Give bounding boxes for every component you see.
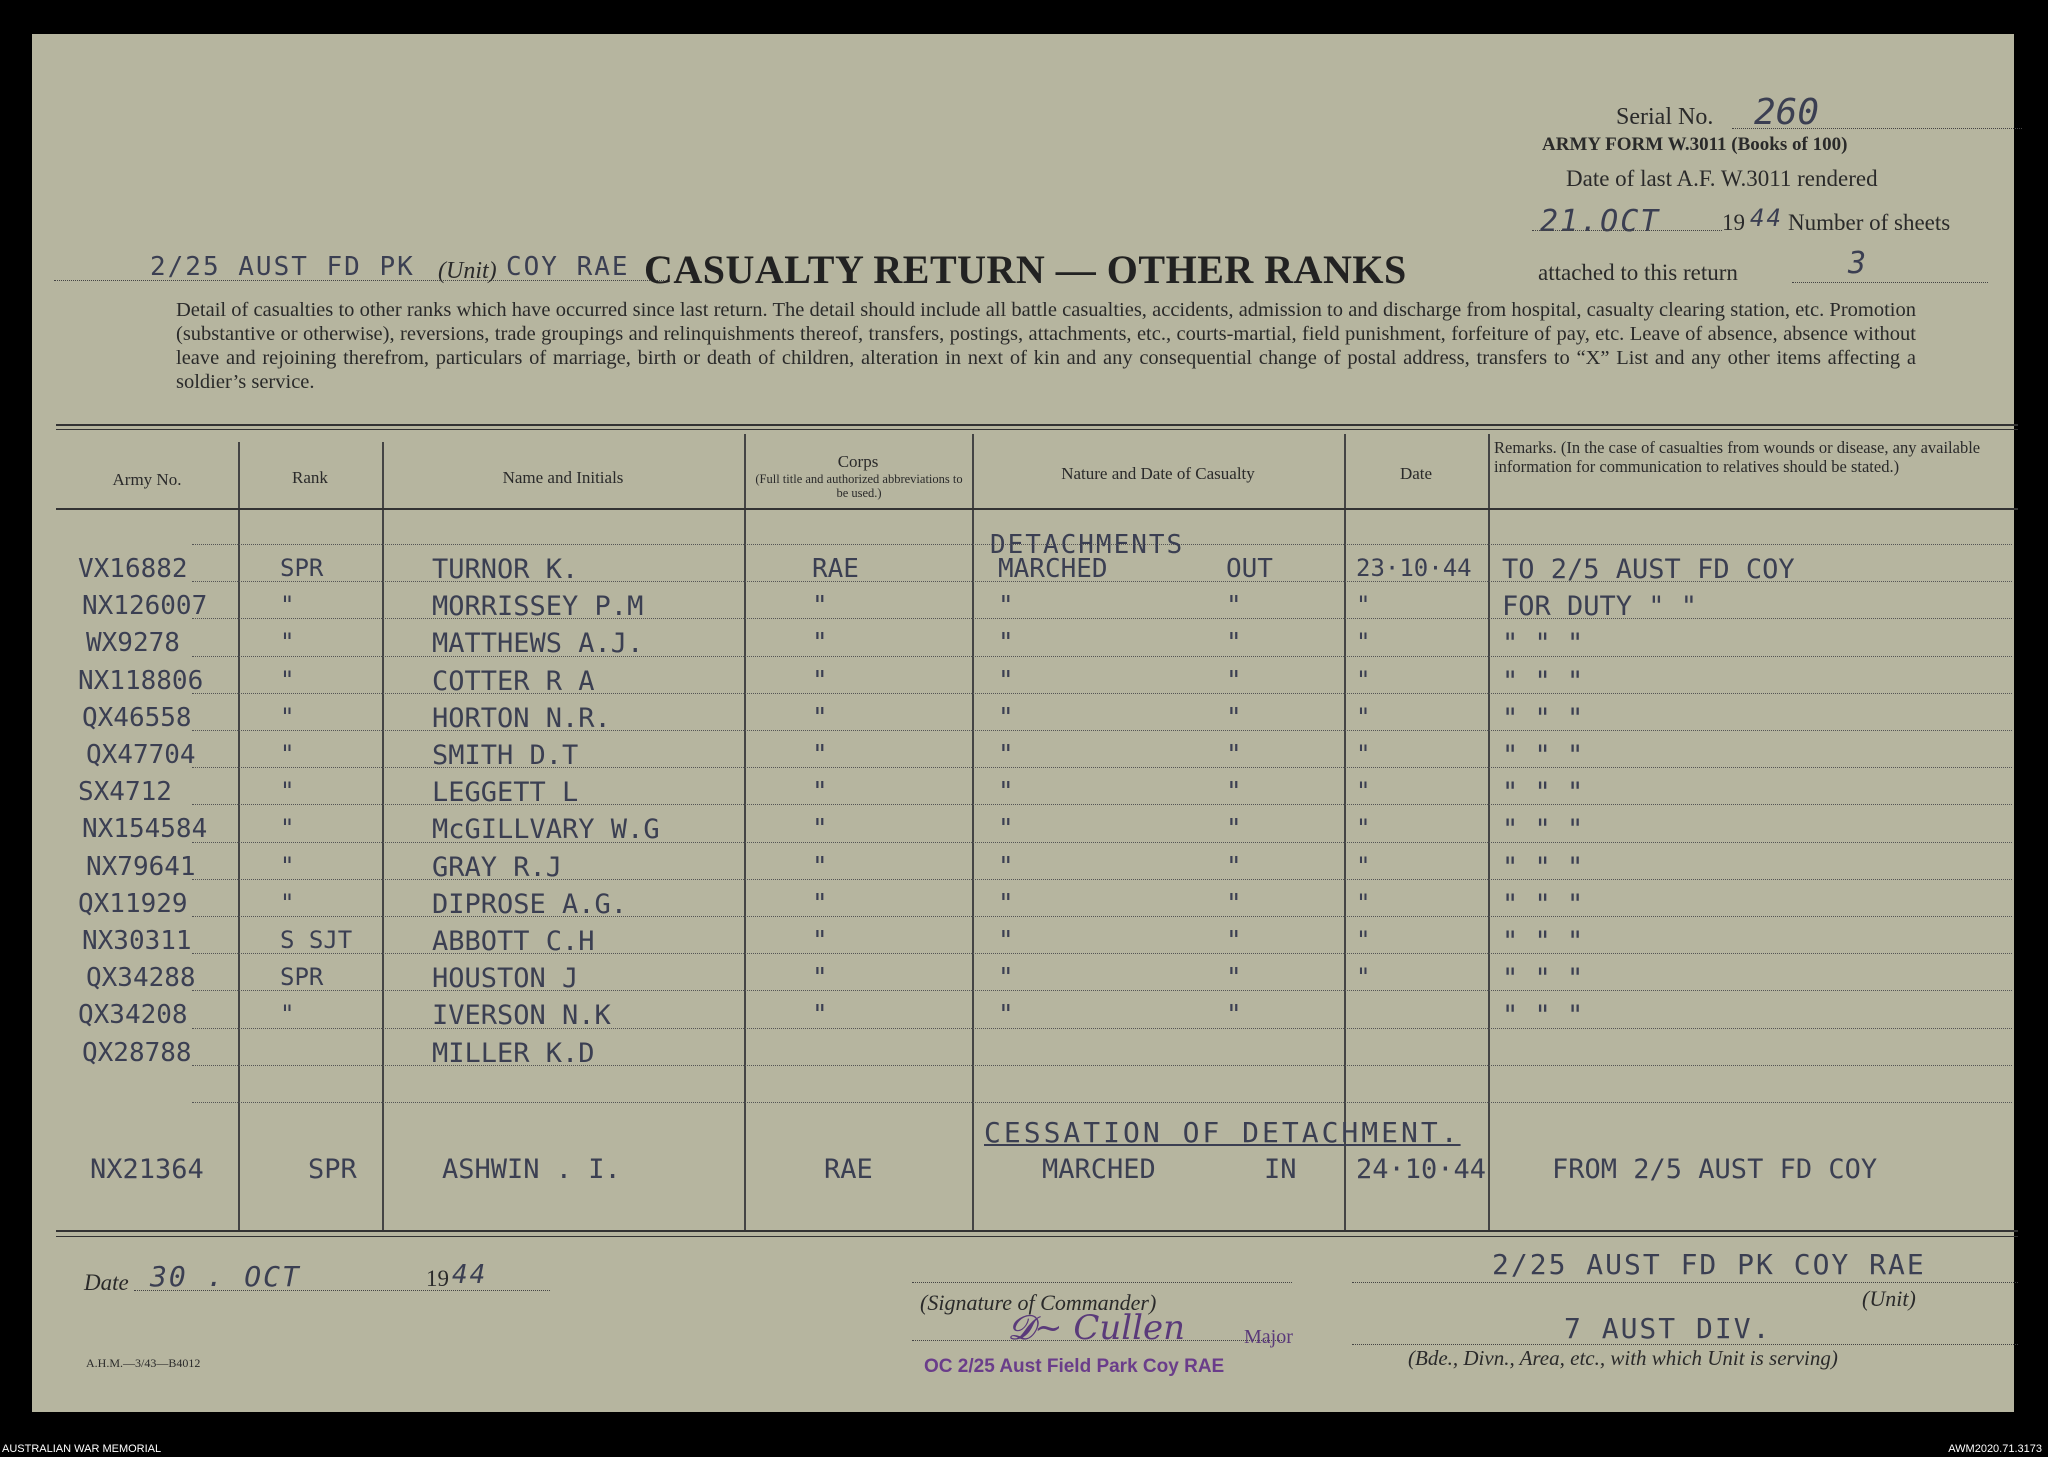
cell-rank: SPR xyxy=(280,963,324,992)
header-nature: Nature and Date of Casualty xyxy=(1061,464,1255,483)
cell-date: " xyxy=(1356,702,1371,731)
cell-date: " xyxy=(1356,591,1371,620)
cell-nature1: MARCHED xyxy=(998,554,1108,584)
table-top-rule xyxy=(56,424,2018,426)
cell-nature2: " xyxy=(1226,963,1242,994)
cell-nature2: " xyxy=(1226,628,1242,659)
cell-rank: " xyxy=(280,777,295,806)
attached-label: attached to this return xyxy=(1538,260,1738,285)
cell-corps: RAE xyxy=(824,1154,873,1185)
cell-rank: " xyxy=(280,740,295,768)
cell-nature2: " xyxy=(1226,851,1242,882)
year-suffix: 44 xyxy=(1750,204,1783,232)
cell-corps: " xyxy=(812,814,828,845)
cell-name: TURNOR K. xyxy=(432,554,579,585)
cell-remarks: " " " xyxy=(1502,665,1584,697)
archive-left: AUSTRALIAN WAR MEMORIAL xyxy=(2,1443,162,1455)
cell-corps: RAE xyxy=(812,554,859,584)
cell-army-no: QX46558 xyxy=(82,702,192,733)
cell-army-no: WX9278 xyxy=(86,628,180,659)
cell-rank: " xyxy=(280,591,295,620)
cell-date: " xyxy=(1356,963,1371,992)
sheets-label: Number of sheets xyxy=(1788,210,1951,235)
cell-remarks: " " " xyxy=(1502,926,1584,957)
header-underline xyxy=(56,508,2018,510)
cell-army-no: QX34288 xyxy=(86,963,196,994)
cell-nature2: " xyxy=(1226,814,1242,845)
cell-rank: " xyxy=(280,851,295,880)
cell-army-no: NX118806 xyxy=(78,665,204,696)
sheets-line xyxy=(1792,282,1988,283)
table-top-rule-2 xyxy=(56,429,2018,430)
cell-name: COTTER R A xyxy=(432,665,595,697)
serial-label: Serial No. xyxy=(1616,104,1714,130)
cell-army-no: VX16882 xyxy=(78,554,188,584)
table-bottom-rule-2 xyxy=(56,1236,2018,1237)
cell-corps: " xyxy=(812,702,828,733)
unit-handwritten: 2/25 AUST FD PK xyxy=(150,252,415,282)
footer-date-value: 30 . OCT xyxy=(150,1260,301,1293)
col-divider xyxy=(382,442,384,1230)
table-bottom-rule xyxy=(56,1230,2018,1232)
footer-div-value: 7 AUST DIV. xyxy=(1564,1312,1772,1345)
cell-nature1: MARCHED xyxy=(1042,1154,1156,1185)
header-date: Date xyxy=(1399,464,1433,483)
col-divider xyxy=(1488,434,1490,1230)
cell-remarks: " " " xyxy=(1502,851,1584,883)
cell-nature1: " xyxy=(998,740,1014,770)
cell-remarks: " " " xyxy=(1502,963,1584,995)
commander-signature: 𝓓~ Cullen xyxy=(1008,1308,1186,1348)
header-corps-note: (Full title and authorized abbreviations to be used.) xyxy=(755,472,963,500)
cell-corps: " xyxy=(812,777,828,808)
cell-name: MORRISSEY P.M xyxy=(432,591,644,623)
signature-label: (Signature of Commander) xyxy=(920,1290,1157,1315)
cell-nature2: " xyxy=(1226,740,1242,770)
footer-bde-label: (Bde., Divn., Area, etc., with which Unit is serving) xyxy=(1408,1346,1838,1370)
cell-date: 24·10·44 xyxy=(1356,1154,1487,1185)
cell-corps: " xyxy=(812,1000,828,1031)
cell-remarks: FOR DUTY " " xyxy=(1502,591,1698,623)
cell-date: " xyxy=(1356,926,1371,954)
cell-nature2: " xyxy=(1226,1000,1242,1031)
col-divider xyxy=(972,434,974,1230)
cell-army-no: NX126007 xyxy=(82,591,208,622)
col-divider xyxy=(238,442,240,1230)
cell-corps: " xyxy=(812,926,828,956)
cell-rank: " xyxy=(280,1000,295,1029)
unit-handwritten-2: COY RAE xyxy=(506,252,630,282)
cell-remarks: TO 2/5 AUST FD COY xyxy=(1502,554,1795,585)
cell-nature1: " xyxy=(998,851,1014,882)
cell-name: DIPROSE A.G. xyxy=(432,888,628,920)
cell-corps: " xyxy=(812,665,828,696)
header-remarks: Remarks. (In the case of casualties from wounds or disease, any available information for communication to relatives should be stated.) xyxy=(1494,438,1981,476)
cell-remarks: " " " xyxy=(1502,777,1584,809)
cell-nature2: " xyxy=(1226,926,1242,956)
header-army-no: Army No. xyxy=(112,470,182,489)
cell-nature1: " xyxy=(998,926,1014,956)
footer-unit-label: (Unit) xyxy=(1862,1286,1916,1311)
cell-date: " xyxy=(1356,777,1371,806)
cell-nature1: " xyxy=(998,777,1014,808)
cell-date: " xyxy=(1356,628,1371,657)
cell-remarks: " " " xyxy=(1502,1000,1584,1032)
cell-rank: SPR xyxy=(280,554,324,582)
cell-remarks: " " " xyxy=(1502,740,1584,771)
cell-remarks: " " " xyxy=(1502,702,1584,734)
cell-rank: " xyxy=(280,814,295,843)
header-name: Name and Initials xyxy=(502,468,624,487)
cell-army-no: QX34208 xyxy=(78,1000,188,1031)
cell-nature1: " xyxy=(998,702,1014,733)
cell-remarks: " " " xyxy=(1502,814,1584,846)
archive-bar xyxy=(0,1441,2048,1457)
cell-nature2: " xyxy=(1226,591,1242,622)
cell-date: " xyxy=(1356,665,1371,694)
cell-corps: " xyxy=(812,628,828,659)
cell-corps: " xyxy=(812,851,828,882)
cell-army-no: NX21364 xyxy=(90,1154,204,1185)
commander-stamp: OC 2/25 Aust Field Park Coy RAE xyxy=(924,1356,1225,1377)
cell-remarks: " " " xyxy=(1502,888,1584,920)
cell-name: ASHWIN . I. xyxy=(442,1154,621,1185)
cell-name: SMITH D.T xyxy=(432,740,579,771)
col-divider xyxy=(1344,434,1346,1230)
detail-paragraph: Detail of casualties to other ranks which have occurred since last return. The detail should include all battle casualties, accidents, admission to and discharge from hospital, casualty clearing station, etc. Promotion (substantive or otherwise), reversions, trade groupings and relinquishments thereof, transfers, postings, attachments, etc., courts-martial, field punishment, forfeiture of pay, etc. Leave of absence, absence without leave and rejoining therefrom, particulars of marriage, birth or death of children, alteration in next of kin and any consequential change of postal address, transfers to “X” List and any other items affecting a soldier’s service. xyxy=(176,299,1916,393)
cell-rank: " xyxy=(280,888,295,917)
cell-date: " xyxy=(1356,814,1371,843)
cell-nature2: IN xyxy=(1264,1154,1297,1185)
cell-name: IVERSON N.K xyxy=(432,1000,611,1032)
col-divider xyxy=(744,434,746,1230)
cell-nature2: " xyxy=(1226,888,1242,919)
last-rendered-line xyxy=(1532,230,1722,231)
signature-top-line xyxy=(912,1282,1292,1283)
header-rank: Rank xyxy=(292,468,328,487)
cell-nature2: OUT xyxy=(1226,554,1273,584)
section-cessation: CESSATION OF DETACHMENT. xyxy=(984,1116,1461,1149)
year-prefix: 19 xyxy=(1722,210,1745,235)
cell-nature1: " xyxy=(998,628,1014,659)
cell-nature2: " xyxy=(1226,702,1242,733)
cell-nature1: " xyxy=(998,963,1014,994)
cell-rank: " xyxy=(280,702,295,731)
cell-nature2: " xyxy=(1226,665,1242,696)
header-corps: Corps xyxy=(837,452,879,471)
cell-army-no: NX79641 xyxy=(86,851,196,882)
sheets-value: 3 xyxy=(1848,246,1867,281)
section-detachments: DETACHMENTS xyxy=(990,530,1185,560)
cell-army-no: QX28788 xyxy=(82,1037,192,1068)
cell-nature1: " xyxy=(998,814,1014,845)
cell-date: " xyxy=(1356,740,1371,768)
last-rendered-date: 21.OCT xyxy=(1540,204,1661,239)
cell-name: McGILLVARY W.G xyxy=(432,814,660,846)
army-form-label: ARMY FORM W.3011 (Books of 100) xyxy=(1542,134,1848,155)
footer-unit-value: 2/25 AUST FD PK COY RAE xyxy=(1492,1248,1926,1281)
footer-div-line xyxy=(1352,1344,2018,1345)
footer-year-prefix: 19 xyxy=(426,1266,449,1291)
cell-corps: " xyxy=(812,888,828,919)
cell-corps: " xyxy=(812,591,828,622)
signature-line xyxy=(912,1340,1282,1341)
cell-name: HOUSTON J xyxy=(432,963,579,995)
cell-corps: " xyxy=(812,963,828,994)
cell-date: " xyxy=(1356,888,1371,917)
footer-unit-line xyxy=(1352,1282,2018,1283)
row-guide-line xyxy=(192,1102,2012,1103)
cell-rank: " xyxy=(280,628,295,657)
cell-army-no: NX154584 xyxy=(82,814,208,845)
cell-army-no: QX47704 xyxy=(86,740,196,770)
cell-name: MATTHEWS A.J. xyxy=(432,628,644,660)
serial-value: 260 xyxy=(1754,92,1820,133)
cell-army-no: SX4712 xyxy=(78,777,172,808)
cell-corps: " xyxy=(812,740,828,770)
unit-label: (Unit) xyxy=(438,258,497,284)
cell-nature1: " xyxy=(998,888,1014,919)
form-sheet xyxy=(32,34,2014,1412)
cell-remarks: " " " xyxy=(1502,628,1584,660)
cell-rank: " xyxy=(280,665,295,694)
cell-date: 23·10·44 xyxy=(1356,554,1472,582)
cell-remarks: FROM 2/5 AUST FD COY xyxy=(1552,1154,1878,1185)
cell-army-no: QX11929 xyxy=(78,888,188,919)
cell-name: GRAY R.J xyxy=(432,851,563,883)
footer-year-suffix: 44 xyxy=(452,1260,488,1290)
cell-name: LEGGETT L xyxy=(432,777,579,809)
last-rendered-label: Date of last A.F. W.3011 rendered xyxy=(1566,166,1878,191)
cell-army-no: NX30311 xyxy=(82,926,192,956)
ahm-code: A.H.M.—3/43—B4012 xyxy=(86,1356,201,1370)
cell-name: MILLER K.D xyxy=(432,1037,595,1069)
cell-nature1: " xyxy=(998,591,1014,622)
cell-name: ABBOTT C.H xyxy=(432,926,595,957)
cell-rank: SPR xyxy=(308,1154,357,1185)
form-title: CASUALTY RETURN — OTHER RANKS xyxy=(644,247,1407,292)
archive-right: AWM2020.71.3173 xyxy=(1948,1443,2042,1455)
cell-rank: S SJT xyxy=(280,926,353,954)
cell-nature2: " xyxy=(1226,777,1242,808)
cell-name: HORTON N.R. xyxy=(432,702,611,734)
cell-nature1: " xyxy=(998,1000,1014,1031)
cell-nature1: " xyxy=(998,665,1014,696)
cell-date: " xyxy=(1356,851,1371,880)
footer-date-label: Date xyxy=(84,1270,129,1295)
major-label: Major xyxy=(1244,1326,1293,1348)
